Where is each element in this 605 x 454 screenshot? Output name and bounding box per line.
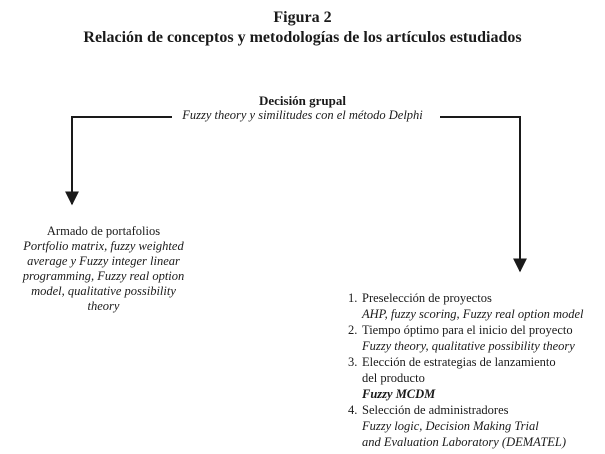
list-item	[348, 402, 605, 450]
item-title: Preselección de proyectos	[362, 291, 492, 305]
top-node-group-decision	[140, 93, 465, 123]
item-methods: AHP, fuzzy scoring, Fuzzy real option model	[362, 307, 584, 321]
arrow-to-left-node	[72, 117, 172, 204]
list-item	[348, 322, 605, 354]
left-node-method-line: average y Fuzzy integer linear	[27, 254, 180, 268]
figure-label: Figura 2	[273, 9, 332, 26]
left-node-method-line: programming, Fuzzy real option	[22, 269, 185, 283]
item-methods-continued: and Evaluation Laboratory (DEMATEL)	[362, 435, 567, 449]
item-title-continued: del producto	[362, 371, 425, 385]
figure-caption: Relación de conceptos y metodologías de los artículos estudiados	[83, 29, 522, 46]
item-methods: Fuzzy theory, qualitative possibility theory	[362, 339, 575, 353]
left-node-portfolio	[6, 224, 201, 314]
left-node-method-line: model, qualitative possibility	[31, 284, 176, 298]
item-title: Tiempo óptimo para el inicio del proyecto	[362, 323, 573, 337]
list-item	[348, 290, 605, 322]
right-node-stages-list	[348, 290, 605, 450]
item-methods: Fuzzy MCDM	[362, 387, 436, 401]
left-node-method-line: theory	[87, 299, 120, 313]
top-node-title: Decisión grupal	[258, 93, 347, 108]
item-number: 2.	[348, 323, 358, 337]
list-item	[348, 354, 605, 402]
arrow-to-right-node	[440, 117, 520, 271]
item-number: 4.	[348, 403, 358, 417]
left-node-method-line: Portfolio matrix, fuzzy weighted	[23, 239, 184, 253]
item-title: Selección de administradores	[362, 403, 509, 417]
left-node-methods	[6, 239, 201, 314]
item-number: 3.	[348, 355, 358, 369]
item-methods: Fuzzy logic, Decision Making Trial	[362, 419, 539, 433]
item-number: 1.	[348, 291, 358, 305]
left-node-title: Armado de portafolios	[46, 224, 161, 238]
top-node-methods: Fuzzy theory y similitudes con el método Delphi	[182, 108, 423, 122]
item-title: Elección de estrategias de lanzamiento	[362, 355, 556, 369]
